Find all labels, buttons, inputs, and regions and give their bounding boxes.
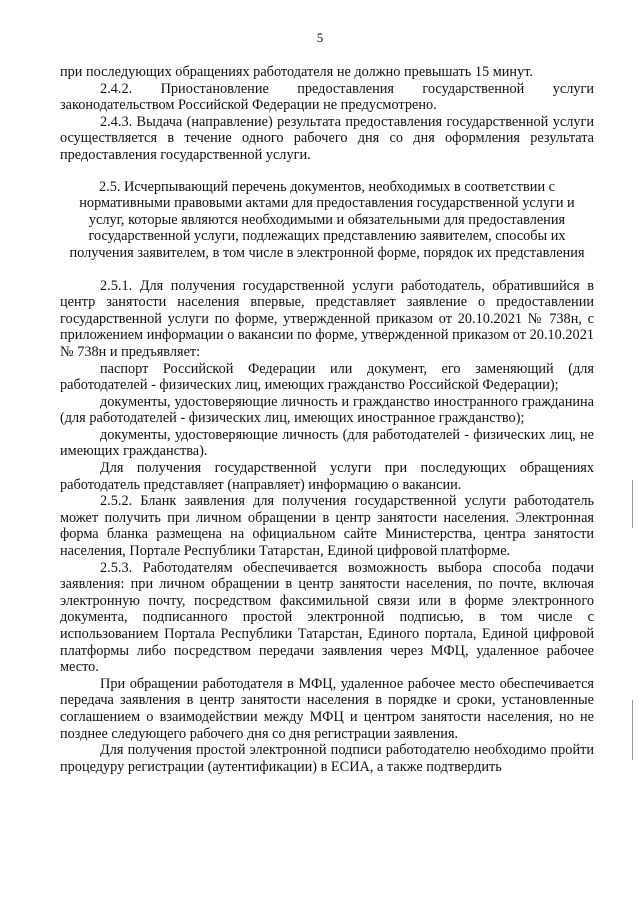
scan-edge-mark — [632, 480, 633, 528]
paragraph-2-5-3: 2.5.3. Работодателям обеспечивается возможность выбора способа подачи заявления: при личном обращении в центр занятости населения, по почте, включая электронную почту, посредством факсимильной связи или в форме электронного документа, подписанного простой электронной подписью, в том числе с использованием Портала Республики Татарстан, Единого портала, Единой цифровой платформы либо посредством передачи заявления через МФЦ, удаленное рабочее место. — [60, 559, 594, 676]
paragraph-2-4-2: 2.4.2. Приостановление предоставления государственной услуги законодательством Российской Федерации не предусмотрено. — [60, 80, 594, 114]
scan-edge-mark — [632, 700, 633, 760]
paragraph-esia: Для получения простой электронной подписи работодателю необходимо пройти процедуру регистрации (аутентификации) в ЕСИА, а также подтвердить — [60, 742, 594, 775]
section-heading-2-5: 2.5. Исчерпывающий перечень документов, необходимых в соответствии с нормативными правовыми актами для предоставления государственной услуги и услуг, которые являются необходимыми и обязательными для предоставления государственной услуги, подлежащих представлению заявителем, способы их получения заявителем, в том числе в электронной форме, порядок их представления — [69, 178, 585, 261]
spacer — [60, 164, 594, 179]
spacer — [60, 262, 594, 278]
list-item-foreign-citizen-documents: документы, удостоверяющие личность и гражданство иностранного гражданина (для работодателей - физических лиц, имеющих иностранное гражданство); — [60, 393, 594, 427]
list-item-stateless-documents: документы, удостоверяющие личность (для работодателей - физических лиц, не имеющих гражданства). — [60, 426, 594, 460]
paragraph-2-4-3: 2.4.3. Выдача (направление) результата предоставления государственной услуги осуществляется в течение одного рабочего дня со дня оформления результата предоставления государственной услуги. — [60, 113, 594, 163]
paragraph-2-5-1: 2.5.1. Для получения государственной услуги работодатель, обратившийся в центр занятости населения впервые, представляет заявление о предоставлении государственной услуги по форме, утвержденной приказом от 20.10.2021 № 738н, с приложением информации о вакансии по форме, утвержденной приказом от 20.10.2021 № 738н и предъявляет: — [60, 277, 594, 360]
paragraph-repeat-requests: Для получения государственной услуги при последующих обращениях работодатель представляет (направляет) информацию о вакансии. — [60, 460, 594, 493]
paragraph-mfc: При обращении работодателя в МФЦ, удаленное рабочее место обеспечивается передача заявления в центр занятости населения в порядке и сроки, установленные соглашением о взаимодействии между МФЦ и центром занятости населения, но не позднее следующего рабочего дня со дня регистрации заявления. — [60, 675, 594, 742]
paragraph-2-5-2: 2.5.2. Бланк заявления для получения государственной услуги работодатель может получить при личном обращении в центр занятости населения. Электронная форма бланка размещена на официальном сайте Министерства, центра занятости населения, Портале Республики Татарстан, Единой цифровой платформе. — [60, 493, 594, 560]
paragraph-continuation: при последующих обращениях работодателя не должно превышать 15 минут. — [60, 64, 533, 80]
list-item-passport: паспорт Российской Федерации или документ, его заменяющий (для работодателей - физических лиц, имеющих гражданство Российской Федерации); — [60, 360, 594, 394]
document-body — [60, 64, 594, 775]
page-number: 5 — [316, 30, 324, 45]
